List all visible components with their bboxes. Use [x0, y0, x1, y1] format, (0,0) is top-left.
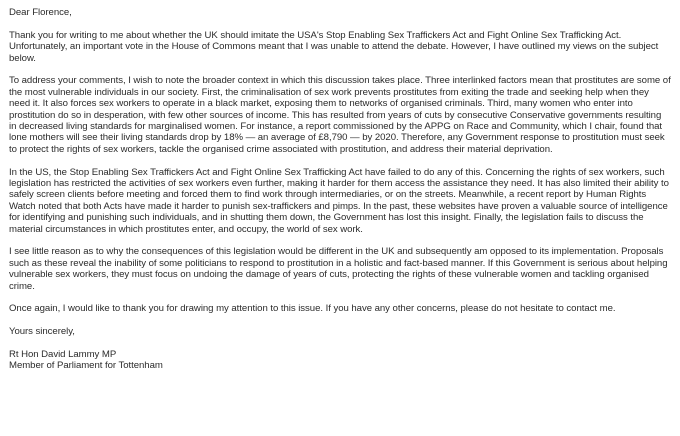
signatory-name: Rt Hon David Lammy MP — [9, 349, 117, 361]
paragraph-position: I see little reason as to why the consequences of this legislation would be different in the UK and subsequently am opposed to its implementation. Proposals such as these reveal the inability of some politicians to respond to prostitution in a holistic and fact-based manner. If this Government is serious about helping vulnerable sex workers, they must focus on undoing the damage of years of cuts, protecting the rights of these vulnerable women and tackling organised crime. — [9, 246, 668, 292]
paragraph-context: To address your comments, I wish to note the broader context in which this discussion takes place. Three interlinked factors mean that prostitutes are some of the most vulnerable individuals in our society. First, the criminalisation of sex work prevents prostitutes from exiting the trade and seeking help when they need it. It also forces sex workers to operate in a black market, exposing them to networks of organised criminals. Third, many women who enter into prostitution do so in desperation, with few other sources of income. This has resulted from years of cuts by consecutive Conservative governments resulting in decreased living standards for marginalised women. For instance, a report commissioned by the APPG on Race and Community, which I chair, found that lone mothers will see their living standards drop by 18% — an average of £8,790 — by 2020. Therefore, any Government response to prostitution must seek to protect the rights of sex workers, tackle the organised crime associated with prostitution, and address their material deprivation. — [9, 75, 671, 155]
paragraph-thanks: Once again, I would like to thank you for drawing my attention to this issue. If you have any other concerns, please do not hesitate to contact me. — [9, 303, 616, 315]
closing: Yours sincerely, — [9, 326, 75, 338]
paragraph-intro: Thank you for writing to me about whether the UK should imitate the USA's Stop Enabling Sex Traffickers Act and Fight Online Sex Trafficking Act. Unfortunately, an important vote in the House of Commons meant that I was unable to attend the debate. However, I have outlined my views on the subject below. — [9, 29, 659, 64]
paragraph-us-legislation: In the US, the Stop Enabling Sex Traffickers Act and Fight Online Sex Trafficking Act have failed to do any of this. Concerning the rights of sex workers, such legislation has restricted the activities of sex workers even further, making it harder for them access the assistance they need. It has also limited their ability to safely screen clients before meeting and forced them to find work through intermediaries, or on the streets. Meanwhile, a recent report by Human Rights Watch noted that both Acts have made it harder to punish sex-traffickers and pimps. In the past, these websites have proven a valuable source of intelligence for identifying and punishing such individuals, and in shutting them down, the Government has lost this insight. Finally, the legislation fails to discuss the material circumstances in which prostitutes enter, and occupy, the world of sex work. — [9, 166, 669, 235]
signatory-title: Member of Parliament for Tottenham — [9, 360, 163, 372]
salutation: Dear Florence, — [9, 7, 72, 18]
